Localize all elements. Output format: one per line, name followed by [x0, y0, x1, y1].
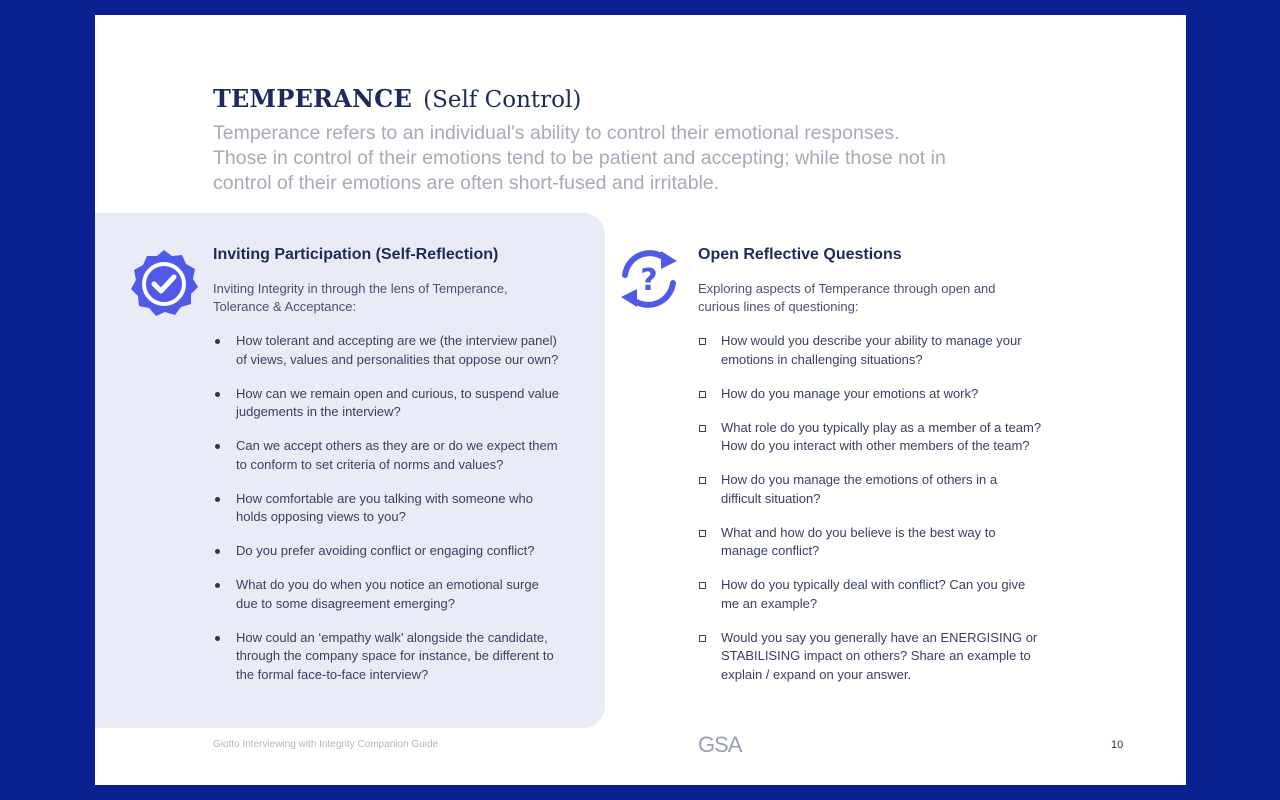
- list-item: Can we accept others as they are or do we expect them to conform to set criteria of norms and values?: [213, 437, 593, 474]
- reflection-list: [213, 332, 593, 684]
- page-number: 10: [1111, 739, 1124, 751]
- list-item: Do you prefer avoiding conflict or engaging conflict?: [213, 542, 593, 561]
- list-item: What do you do when you notice an emotional surge due to some disagreement emerging?: [213, 576, 593, 613]
- section-heading: Open Reflective Questions: [698, 246, 902, 263]
- self-reflection-section: [213, 245, 593, 700]
- gsa-logo: GSA: [698, 732, 742, 757]
- section-heading: Inviting Participation (Self-Reflection): [213, 246, 499, 263]
- reflective-questions-section: [698, 245, 1078, 700]
- questions-list: [698, 332, 1078, 684]
- title-sub: (Self Control): [423, 87, 582, 113]
- document-page: [95, 15, 1186, 785]
- intro-line: Those in control of their emotions tend to be patient and accepting; while those not in: [213, 147, 946, 169]
- intro-paragraph: [213, 121, 1093, 196]
- check-badge-icon: [127, 247, 201, 321]
- list-item: How tolerant and accepting are we (the interview panel) of views, values and personalities that oppose our own?: [213, 332, 593, 369]
- list-item: How do you typically deal with conflict? Can you give me an example?: [698, 576, 1078, 613]
- svg-text:?: ?: [640, 263, 658, 298]
- intro-line: control of their emotions are often short-fused and irritable.: [213, 172, 720, 194]
- section-lead: Exploring aspects of Temperance through open and curious lines of questioning:: [698, 281, 996, 314]
- list-item: How would you describe your ability to manage your emotions in challenging situations?: [698, 332, 1078, 369]
- list-item: What and how do you believe is the best way to manage conflict?: [698, 524, 1078, 561]
- list-item: How do you manage the emotions of others in a difficult situation?: [698, 471, 1078, 508]
- list-item: What role do you typically play as a member of a team? How do you interact with other members of the team?: [698, 419, 1078, 456]
- question-refresh-icon: [617, 247, 681, 311]
- page-title: [213, 77, 581, 115]
- title-main: TEMPERANCE: [213, 84, 412, 113]
- list-item: Would you say you generally have an ENERGISING or STABILISING impact on others? Share an example to explain / expand on your answer.: [698, 629, 1078, 685]
- list-item: How can we remain open and curious, to suspend value judgements in the interview?: [213, 385, 593, 422]
- section-lead: Inviting Integrity in through the lens of Temperance, Tolerance & Acceptance:: [213, 281, 508, 314]
- intro-line: Temperance refers to an individual's ability to control their emotional responses.: [213, 122, 900, 144]
- list-item: How do you manage your emotions at work?: [698, 385, 1078, 404]
- footer-text: Giotto Interviewing with Integrity Companion Guide: [213, 739, 439, 750]
- list-item: How could an ‘empathy walk’ alongside the candidate, through the company space for instance, be different to the formal face-to-face interview?: [213, 629, 593, 685]
- list-item: How comfortable are you talking with someone who holds opposing views to you?: [213, 490, 593, 527]
